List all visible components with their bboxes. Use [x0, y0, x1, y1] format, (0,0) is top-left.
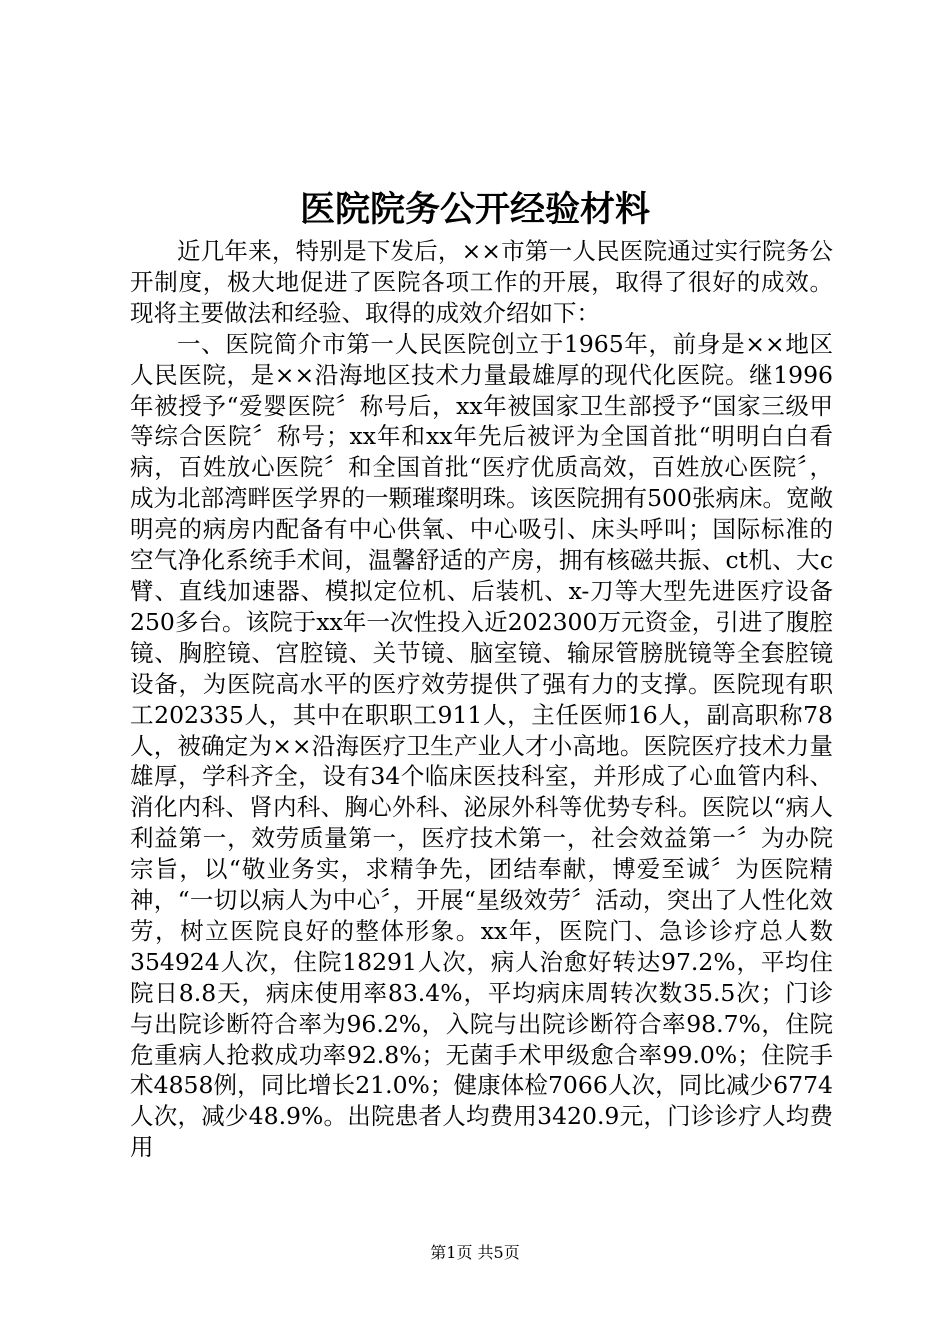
- document-title: 医院院务公开经验材料: [299, 189, 650, 230]
- document-body: [130, 236, 833, 1163]
- paragraph-intro: 近几年来，特别是下发后，××市第一人民医院通过实行院务公开制度，极大地促进了医院各项工作的开展，取得了很好的成效。现将主要做法和经验、取得的成效介绍如下：: [130, 237, 833, 327]
- page-number-footer: 第1页 共5页: [430, 1243, 520, 1262]
- paragraph-hospital-profile: 一、医院简介市第一人民医院创立于1965年，前身是××地区人民医院，是××沿海地区技术力量最雄厚的现代化医院。继1996年被授予“爱婴医院〞称号后，xx年被国家卫生部授予“国家三级甲等综合医院〞称号；xx年和xx年先后被评为全国首批“明明白白看病，百姓放心医院〞和全国首批“医疗优质高效，百姓放心医院〞，成为北部湾畔医学界的一颗璀璨明珠。该医院拥有500张病床。宽敞明亮的病房内配备有中心供氧、中心吸引、床头呼叫；国际标准的空气净化系统手术间，温馨舒适的产房，拥有核磁共振、ct机、大c臂、直线加速器、模拟定位机、后装机、x-刀等大型先进医疗设备250多台。该院于xx年一次性投入近202300万元资金，引进了腹腔镜、胸腔镜、宫腔镜、关节镜、脑室镜、输尿管膀胱镜等全套腔镜设备，为医院高水平的医疗效劳提供了强有力的支撑。医院现有职工202335人，其中在职职工911人，主任医师16人，副高职称78人，被确定为××沿海医疗卫生产业人才小高地。医院医疗技术力量雄厚，学科齐全，设有34个临床医技科室，并形成了心血管内科、消化内科、肾内科、胸心外科、泌尿外科等优势专科。医院以“病人利益第一，效劳质量第一，医疗技术第一，社会效益第一〞为办院宗旨，以“敬业务实，求精争先，团结奉献，博爱至诚〞为医院精神，“一切以病人为中心〞，开展“星级效劳〞活动，突出了人性化效劳，树立医院良好的整体形象。xx年，医院门、急诊诊疗总人数354924人次，住院18291人次，病人治愈好转达97.2%，平均住院日8.8天，病床使用率83.4%，平均病床周转次数35.5次；门诊与出院诊断符合率为96.2%，入院与出院诊断符合率98.7%，住院危重病人抢救成功率92.8%；无菌手术甲级愈合率99.0%；住院手术4858例，同比增长21.0%；健康体检7066人次，同比减少6774人次，减少48.9%。出院患者人均费用3420.9元，门诊诊疗人均费用: [130, 329, 833, 1162]
